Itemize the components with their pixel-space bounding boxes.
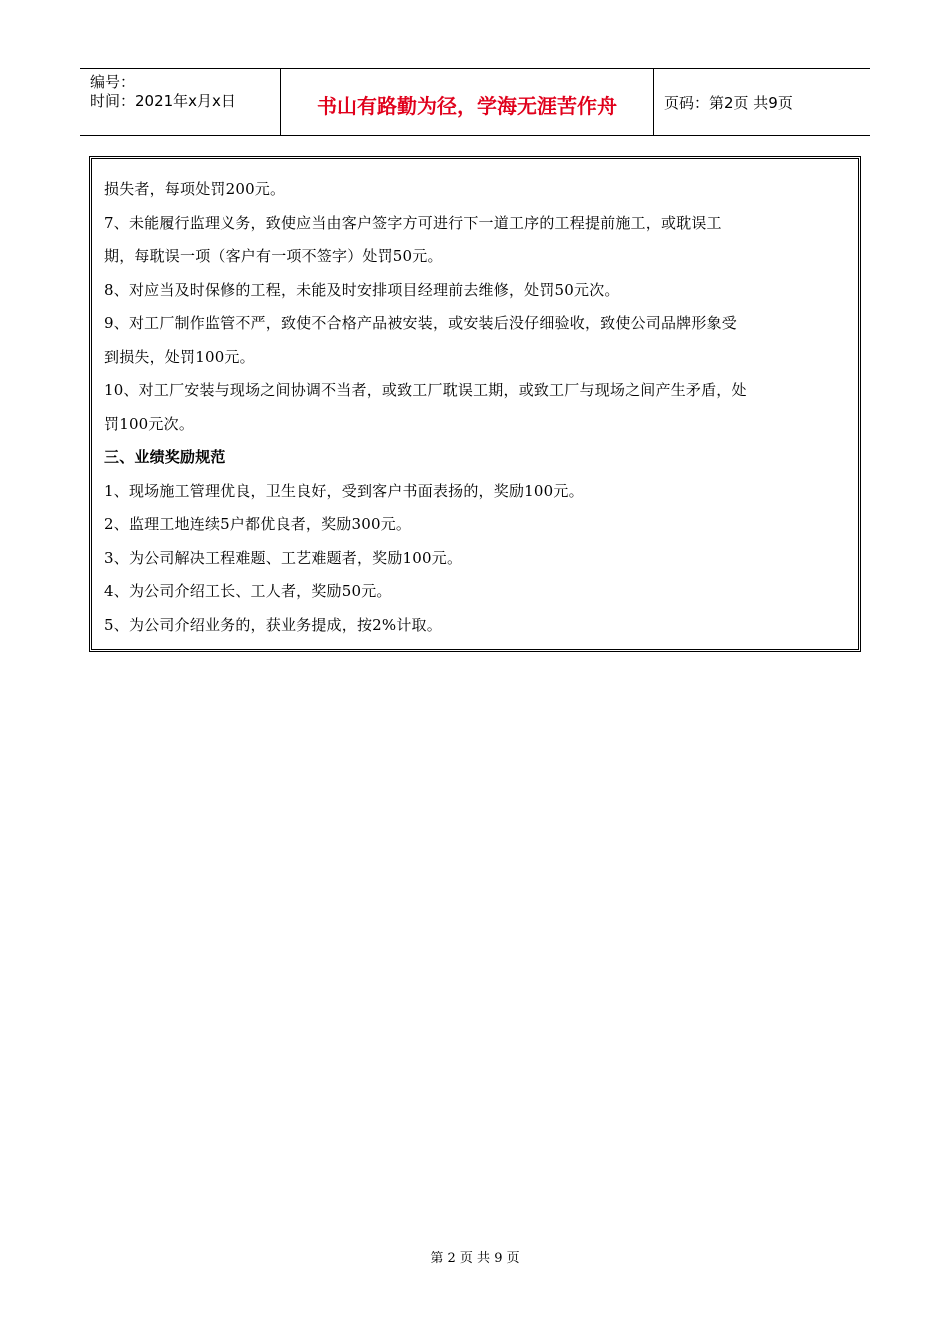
content-line: 2、监理工地连续5户都优良者，奖励300元。: [104, 515, 412, 533]
header-date: 时间：2021年x月x日: [90, 92, 236, 110]
header-motto: 书山有路勤为径，学海无涯苦作舟: [281, 69, 654, 135]
header-page-info: 页码：第2页 共9页: [664, 93, 793, 112]
content-line: 9、对工厂制作监管不严，致使不合格产品被安装，或安装后没仔细验收，致使公司品牌形象受: [104, 314, 737, 332]
page-header: [80, 68, 870, 136]
content-line: 7、未能履行监理义务，致使应当由客户签字方可进行下一道工序的工程提前施工，或耽误工: [104, 213, 722, 232]
content-line: 期，每耽误一项（客户有一项不签字）处罚50元。: [104, 247, 443, 265]
content-line: 8、对应当及时保修的工程，未能及时安排项目经理前去维修，处罚50元次。: [104, 280, 620, 299]
header-meta: [80, 69, 281, 135]
content-line: 3、为公司解决工程难题、工艺难题者，奖励100元。: [104, 548, 463, 567]
content-line: 1、现场施工管理优良，卫生良好，受到客户书面表扬的，奖励100元。: [104, 481, 584, 500]
page-footer: 第 2 页 共 9 页: [430, 1251, 520, 1266]
content-line: 4、为公司介绍工长、工人者，奖励50元。: [104, 582, 392, 600]
content-box: [89, 156, 861, 652]
content-line: 罚100元次。: [104, 414, 195, 433]
header-number-label: 编号：: [90, 73, 136, 91]
content-line: 5、为公司介绍业务的，获业务提成，按2%计取。: [104, 615, 442, 634]
section-heading: 三、业绩奖励规范: [104, 448, 226, 466]
content-line: 10、对工厂安装与现场之间协调不当者，或致工厂耽误工期，或致工厂与现场之间产生矛盾，处: [104, 381, 747, 399]
content-line: 到损失，处罚100元。: [104, 347, 255, 366]
content-line: 损失者，每项处罚200元。: [104, 180, 286, 198]
